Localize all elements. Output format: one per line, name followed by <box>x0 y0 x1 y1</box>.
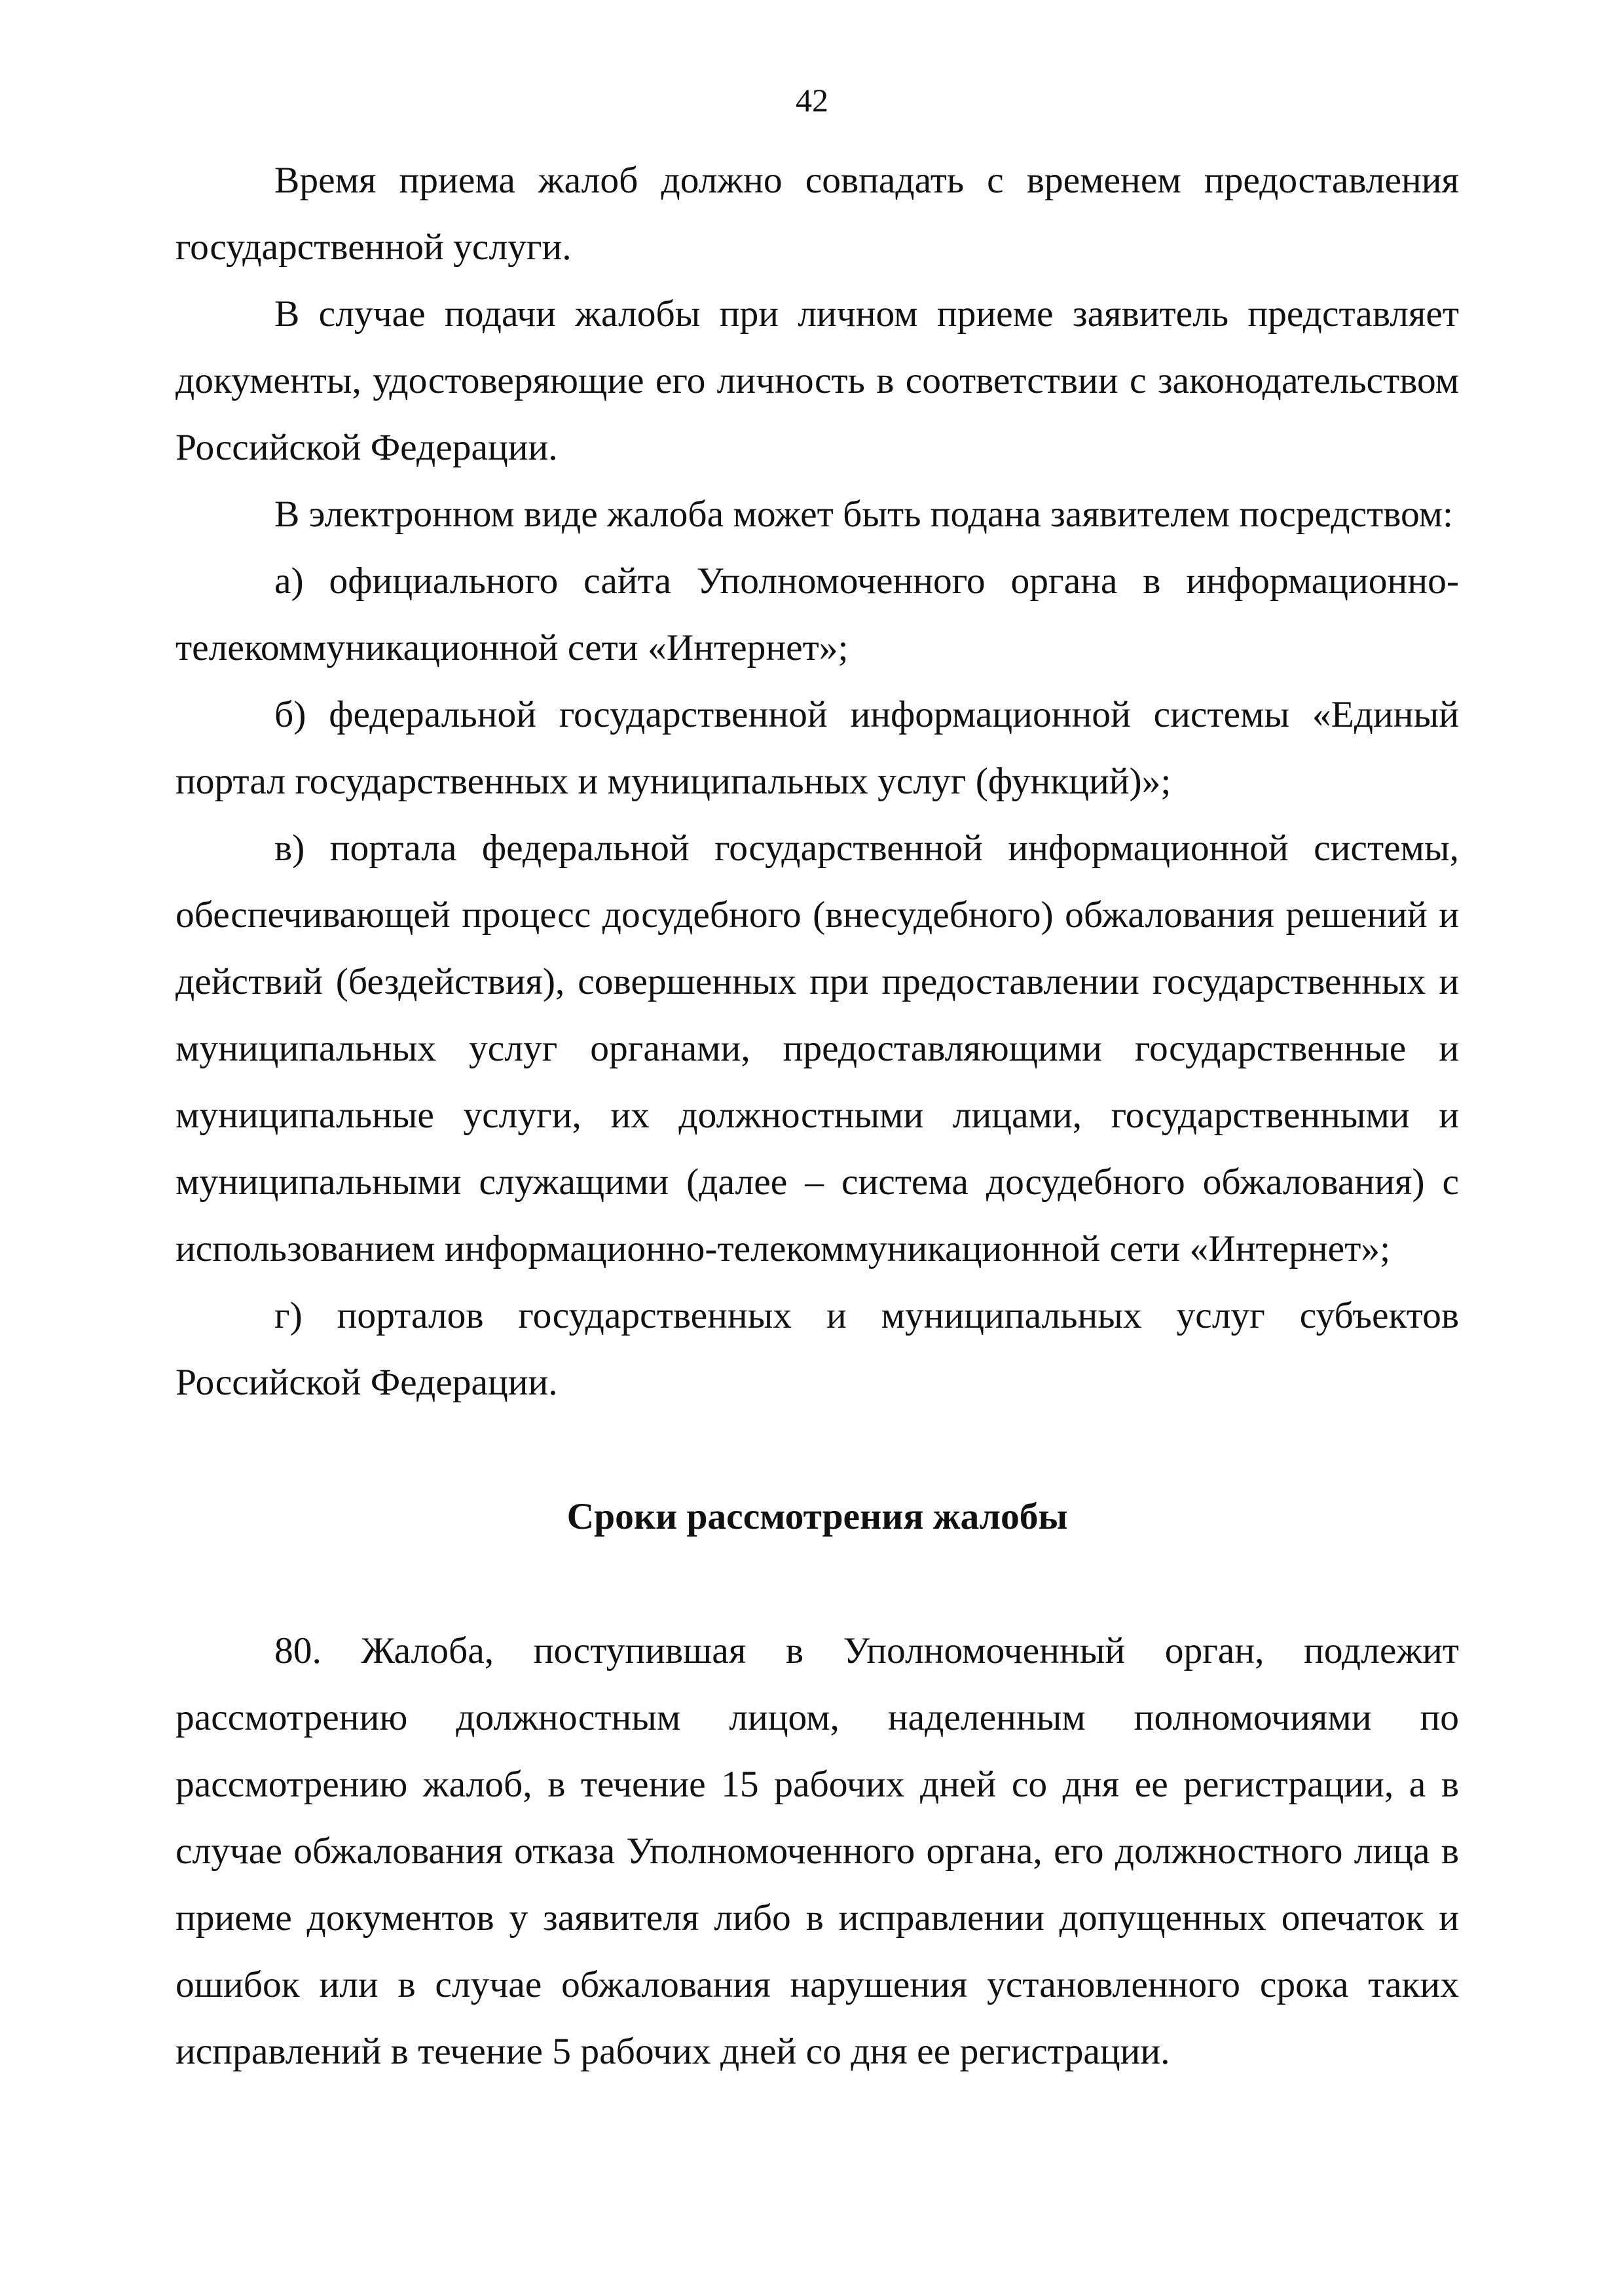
list-item-v: в) портала федеральной государственной информационной системы, обеспечивающей процесс досудебного (внесудебного) обжалования решений и действий (бездействия), совершенных при предоставлении государственных и муниципальных услуг органами, предоставляющими государственные и муниципальные услуги, их должностными лицами, государственными и муниципальными служащими (далее – система досудебного обжалования) с использованием информационно-телекоммуникационной сети «Интернет»; <box>175 828 1459 1269</box>
list-item-a: а) официального сайта Уполномоченного органа в информационно-телекоммуникационной сети «Интернет»; <box>175 560 1459 668</box>
paragraph-personal-reception: В случае подачи жалобы при личном приеме заявитель представляет документы, удостоверяющие его личность в соответствии с законодательством Российской Федерации. <box>175 293 1459 468</box>
document-body <box>175 147 1459 2085</box>
list-item-g: г) порталов государственных и муниципальных услуг субъектов Российской Федерации. <box>175 1295 1459 1403</box>
section-heading: Сроки рассмотрения жалобы <box>566 1496 1068 1537</box>
paragraph-electronic-form: В электронном виде жалоба может быть подана заявителем посредством: <box>274 494 1453 535</box>
paragraph-complaint-time: Время приема жалоб должно совпадать с временем предоставления государственной услуги. <box>175 160 1459 268</box>
paragraph-80: 80. Жалоба, поступившая в Уполномоченный орган, подлежит рассмотрению должностным лицом, наделенным полномочиями по рассмотрению жалоб, в течение 15 рабочих дней со дня ее регистрации, а в случае обжалования отказа Уполномоченного органа, его должностного лица в приеме документов у заявителя либо в исправлении допущенных опечаток и ошибок или в случае обжалования нарушения установленного срока таких исправлений в течение 5 рабочих дней со дня ее регистрации. <box>175 1630 1459 2072</box>
list-item-b: б) федеральной государственной информационной системы «Единый портал государственных и муниципальных услуг (функций)»; <box>175 694 1459 802</box>
page-number: 42 <box>796 82 828 118</box>
